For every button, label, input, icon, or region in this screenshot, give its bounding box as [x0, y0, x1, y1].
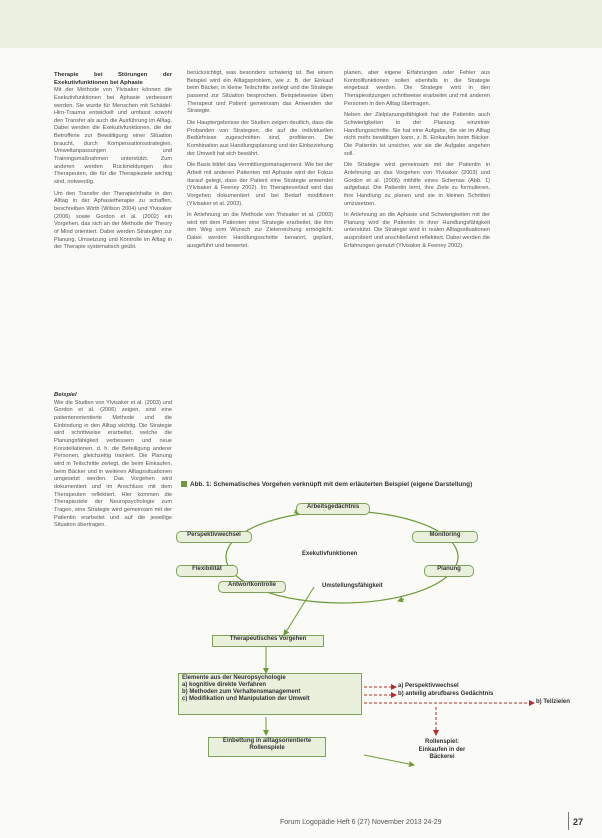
right-paragraph-4: In Anlehnung an die Aphasie und Schwierigkeiten mit der Planung wird die Patientin in ihrer Handlungsfähigkeit unterstützt. Die Strategie wird in realen Alltagssituationen ausprobiert und anschließend reflektiert. Dabei werden die Erfahrungen genutzt (Ylvisaker & Feeney 2002).: [344, 212, 490, 249]
node-arbeitsgedaechtnis: Arbeitsgedächtnis: [296, 503, 370, 515]
left-paragraph-2: Um den Transfer der Therapieinhalte in den Alltag in der Aphasietherapie zu schaffen, beschreiben Wirth (Wilson 2004) und Ylvisaker (2006) sowie Gordon et al. (2002) ein Vorgehen, das sich an der Methode der Theory of Mind orientiert. Dabei werden Strategien zur Planung, Umsetzung und Kontrolle im Alltag in der Therapie systematisch geübt.: [54, 190, 172, 251]
result-gedaechtnis: b) anteilig abrufbares Gedächtnis: [398, 691, 494, 697]
example-block: [54, 392, 172, 529]
methods-line-4: c) Modifikation und Manipulation der Umwelt: [182, 696, 310, 702]
methods-line-2: a) kognitive direkte Verfahren: [182, 682, 267, 688]
result-teilzielen: b) Teilzielen: [536, 699, 570, 705]
node-methods: [178, 673, 362, 715]
right-paragraph-3: Die Strategie wird gemeinsam mit der Patientin in Anlehnung an das Vorgehen von Ylvisaker (2003) und Gordon et al. (2006) mithilfe eines Schemas (Abb. 1) aufgebaut. Die Patientin lernt, ihre Ziele zu formulieren, ihre Handlung zu planen und sie in kleinen Schritten umzusetzen.: [344, 162, 490, 207]
node-umstellungsfaehigkeit: Umstellungsfähigkeit: [322, 583, 383, 589]
caption-marker-icon: [181, 481, 187, 487]
middle-paragraph-3: Die Basis bildet das Vermittlungsmanagement. Wie bei der Arbeit mit anderen Patienten mit Aphasie wird der Fokus darauf gelegt, dass der Patient eine Strategie anwendet (Ylvisaker & Feeney 2002). Im Therapieverlauf wird das Vorgehen dokumentiert und bei Bedarf modifiziert (Ylvisaker et al. 2003).: [187, 162, 333, 207]
node-antwortkontrolle: Antwortkontrolle: [218, 581, 286, 593]
node-einbettung: Einbettung in alltagsorientierte Rollenspiele: [208, 737, 326, 757]
figure-caption: [181, 481, 501, 488]
page-footer: Forum Logopädie Heft 6 (27) November 2013 24-29: [280, 819, 442, 826]
middle-column: [187, 70, 333, 480]
right-column: [344, 70, 490, 480]
node-exekutivfunktionen: Exekutivfunktionen: [302, 551, 358, 557]
node-rollenspiel: Rollenspiel: Einkaufen in der Bäckerei: [418, 739, 466, 760]
middle-paragraph-4: In Anlehnung an die Methode von Ylvisaker et al. (2003) wird mit dem Patienten eine Strategie erarbeitet, die ihm den Weg vom Wunsch zur Zielerreichung ermöglicht. Dabei werden Handlungsschritte benannt, geplant, ausgeführt und bewertet.: [187, 212, 333, 249]
example-text: Wie die Studien von Ylvisaker et al. (2003) und Gordon et al. (2006) zeigen, sind eine patientenorientierte Methode und die Einbindung in den Alltag wichtig. Die Strategie wird schrittweise erarbeitet, welche die Planungsfähigkeit verbessern und neue Konstellationen, d. h. die Beteiligung anderer Personen, gleichzeitig trainiert. Die Planung wird in Teilschritte zerlegt, die beim Einkaufen, beim Bäcker und in weiteren Alltagssituationen umgesetzt werden. Das Vorgehen wird dokumentiert und im Anschluss mit dem Therapeuten reflektiert. Hier kommen die Therapieziele der Neuropsychologie zum Tragen, eine Strategie wird gemeinsam mit der Patientin erarbeitet und auf die jeweilige Situation übertragen.: [54, 399, 172, 529]
node-therapeutisches-vorgehen: Therapeutisches Vorgehen: [212, 635, 324, 647]
header-band: [0, 0, 602, 48]
middle-paragraph-2: Die Hauptergebnisse der Studien zeigen deutlich, dass die Probanden von Strategien, die auf die individuellen Bedürfnisse zugeschnitten sind, profitieren. Die Kombination aus Handlungsplanung und der Einbeziehung der Umwelt hat sich bewährt.: [187, 119, 333, 157]
middle-paragraph-1: berücksichtigt, was besonders schwierig ist. Bei einem Beispiel wird ein Alltagsproblem, wie z. B. der Einkauf beim Bäcker, in kleine Teilschritte zerlegt und die Strategie passend zur Situation besprochen. Beispielsweise üben Therapeut und Patient gemeinsam das Anwenden der Strategie.: [187, 70, 333, 115]
result-perspektivwechsel: a) Perspektivwechsel: [398, 683, 459, 689]
example-title: Beispiel: [54, 392, 77, 398]
node-planung: Planung: [424, 565, 474, 577]
section-heading: Therapie bei Störungen der Exekutivfunktionen bei Aphasie: [54, 72, 172, 86]
node-flexibilitaet: Flexibilität: [176, 565, 238, 577]
methods-line-3: b) Methoden zum Verhaltensmanagement: [182, 689, 301, 695]
right-paragraph-1: planen, aber eigene Erfahrungen oder Fehler aus Kontrollfunktionen sollen ebenfalls in die Strategie eingebaut werden. Die Strategie wird in den Therapiesitzungen schrittweise erarbeitet und mit anderen Personen in den Alltag übertragen.: [344, 70, 490, 107]
right-paragraph-2: Neben der Zielplanungsfähigkeit hat die Patientin auch Schwierigkeiten in der Planung einzelner Handlungsschritte. Sie hat eine Aufgabe, die sie im Alltag nicht mehr bewältigen kann, z. B. Einkaufen beim Bäcker. Die Patientin ist unsicher, wie sie die Aufgabe angehen soll.: [344, 112, 490, 157]
node-monitoring: Monitoring: [412, 531, 478, 543]
methods-line-1: Elemente aus der Neuropsychologie: [182, 675, 286, 681]
node-perspektivwechsel: Perspektivwechsel: [176, 531, 252, 543]
page-number: 27: [573, 817, 584, 827]
figure-diagram: [174, 495, 574, 799]
figure-caption-text: Abb. 1: Schematisches Vorgehen verknüpft mit dem erläuterten Beispiel (eigene Darstellung): [190, 481, 473, 488]
left-paragraph-1: Mit der Methode von Ylvisaker können die Exekutivfunktionen bei Aphasie verbessert werden. Sie wurde für Menschen mit Schädel-Hirn-Trauma entwickelt und umfasst sowohl den Transfer als auch die Ausführung im Alltag. Dabei werden die Exekutivfunktionen, die der Betroffene zur Bewältigung einer Situation braucht, durch Kompensationsstrategien, Umweltanpassungen und Trainingsmaßnahmen unterstützt. Zum anderen werden Rückmeldungen des Therapeuten, die für die Therapieziele wichtig sind, notwendig.: [54, 87, 172, 186]
